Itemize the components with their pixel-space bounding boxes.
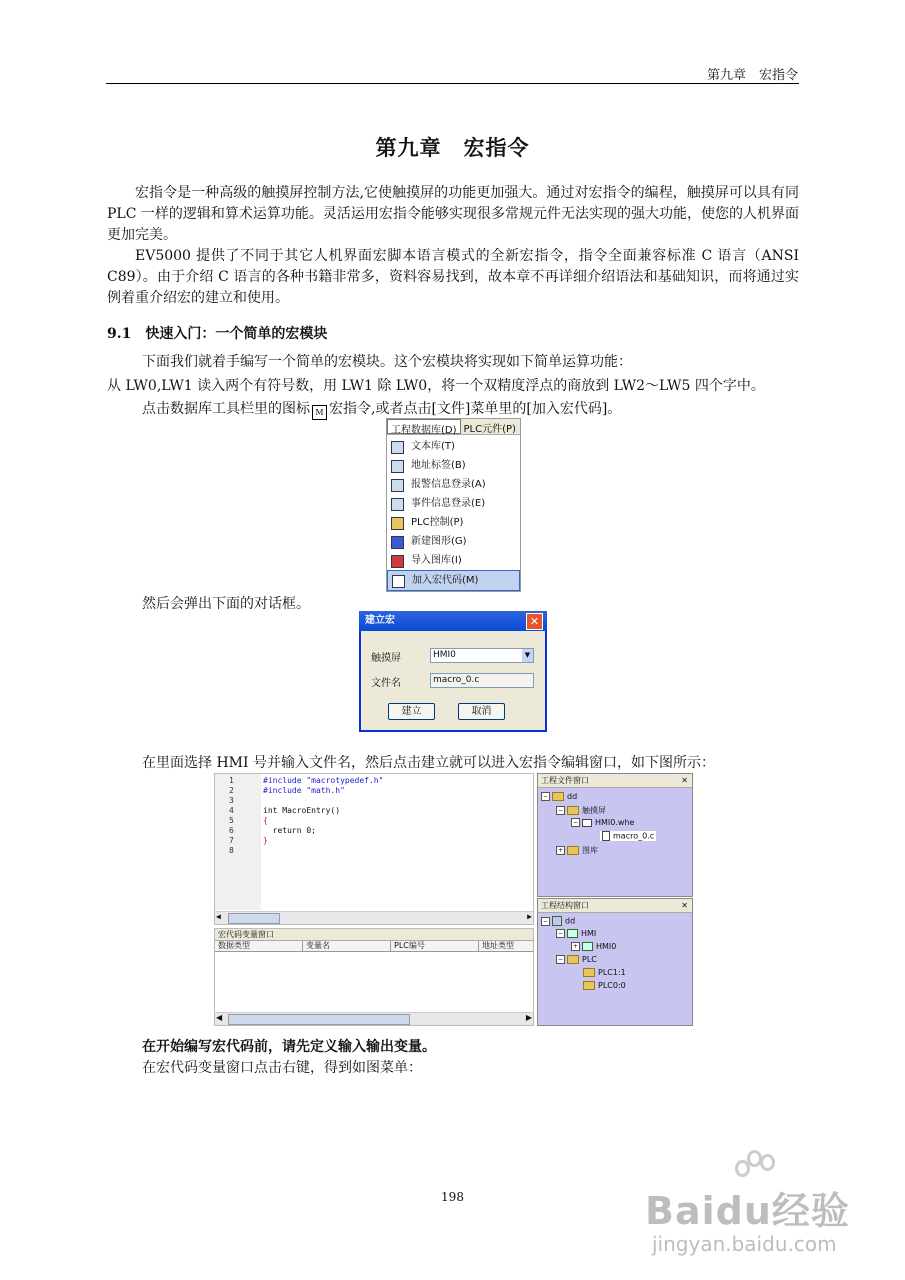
filename-label: 文件名 bbox=[371, 678, 401, 689]
collapse-icon[interactable]: − bbox=[557, 930, 564, 937]
folder-icon bbox=[567, 806, 579, 815]
node-label: HMI bbox=[581, 929, 597, 938]
step-text-3 bbox=[142, 398, 621, 420]
watermark-brand: Baidu经验 bbox=[645, 1189, 850, 1233]
new-graphic-icon bbox=[391, 536, 404, 549]
cancel-button[interactable]: 取消 bbox=[458, 703, 505, 720]
collapse-icon[interactable]: − bbox=[557, 956, 564, 963]
column-address-type[interactable]: 地址类型 bbox=[482, 941, 514, 950]
close-icon[interactable]: ✕ bbox=[681, 901, 688, 910]
menu-item-label: PLC控制(P) bbox=[411, 517, 464, 528]
menu-item-label: 地址标签(B) bbox=[411, 460, 466, 471]
node-label: dd bbox=[567, 792, 578, 801]
folder-icon bbox=[567, 846, 579, 855]
hmi-file-icon bbox=[582, 819, 592, 827]
header-rule bbox=[106, 83, 799, 84]
step-text-1: 下面我们就着手编写一个简单的宏模块。这个宏模块将实现如下简单运算功能： bbox=[142, 354, 632, 370]
intro-paragraph-1: 宏指令是一种高级的触摸屏控制方法,它使触摸屏的功能更加强大。通过对宏指令的编程，触摸屏可以具有同 PLC 一样的逻辑和算术运算功能。灵活运用宏指令能够实现很多常规元件无法实现的强大功能，使您的人机界面更加完美。 bbox=[107, 185, 799, 243]
hmi-select[interactable] bbox=[430, 648, 534, 663]
tree-node-plc0[interactable] bbox=[583, 981, 626, 990]
dialog-title: 建立宏 bbox=[359, 611, 547, 631]
menu-item-label: 加入宏代码(M) bbox=[412, 575, 479, 586]
filename-input[interactable]: macro_0.c bbox=[430, 673, 534, 688]
scroll-thumb[interactable] bbox=[228, 913, 280, 924]
chevron-down-icon[interactable]: ▼ bbox=[522, 649, 533, 662]
watermark-url: jingyan.baidu.com bbox=[652, 1232, 837, 1256]
line-number: 2 bbox=[229, 786, 234, 795]
tree-node-plc1[interactable] bbox=[583, 968, 626, 977]
tree-node-library[interactable] bbox=[556, 845, 598, 856]
tree-node-root[interactable] bbox=[541, 916, 575, 926]
step-text-3a: 点击数据库工具栏里的图标 bbox=[142, 401, 310, 417]
import-library-icon bbox=[391, 555, 404, 568]
column-plc-number[interactable]: PLC编号 bbox=[391, 941, 479, 951]
scroll-right-icon[interactable]: ▶ bbox=[525, 1013, 532, 1022]
menu-item-plc-control[interactable] bbox=[387, 513, 520, 532]
menu-item-import-library[interactable] bbox=[387, 551, 520, 570]
intro-paragraph-2: EV5000 提供了不同于其它人机界面宏脚本语言模式的全新宏指令，指令全面兼容标准 C 语言（ANSI C89）。由于介绍 C 语言的各种书籍非常多，资料容易找到，故本章不再详细介绍语法和基础知识，而将通过实例着重介绍宏的建立和使用。 bbox=[107, 248, 799, 306]
macro-toolbar-icon: M bbox=[312, 405, 327, 420]
macro-icon bbox=[392, 575, 405, 588]
node-label: macro_0.c bbox=[613, 831, 655, 841]
chapter-title: 第九章 宏指令 bbox=[375, 135, 530, 160]
collapse-icon[interactable]: − bbox=[557, 807, 564, 814]
monitor-icon bbox=[567, 929, 578, 938]
menu-item-label: 文本库(T) bbox=[411, 441, 455, 452]
step-text-2: 从 LW0,LW1 读入两个有符号数，用 LW1 除 LW0，将一个双精度浮点的商放到 LW2～LW5 四个字中。 bbox=[107, 378, 765, 394]
scroll-right-icon[interactable]: ▶ bbox=[527, 912, 532, 921]
code-line: { bbox=[263, 816, 268, 825]
baidu-watermark bbox=[640, 1150, 870, 1260]
line-number-gutter bbox=[215, 774, 261, 910]
plc-control-icon bbox=[391, 517, 404, 530]
scroll-left-icon[interactable]: ◀ bbox=[216, 1013, 223, 1022]
line-number: 8 bbox=[229, 846, 234, 855]
macro-variable-pane[interactable] bbox=[214, 928, 534, 1026]
tree-node-hmi-group[interactable] bbox=[556, 929, 596, 938]
text-library-icon bbox=[391, 441, 404, 454]
hmi-label: 触摸屏 bbox=[371, 653, 401, 664]
file-pane-title bbox=[538, 774, 692, 788]
line-number: 4 bbox=[229, 806, 234, 815]
menu-item-text-library[interactable] bbox=[387, 437, 520, 456]
menu-item-label: 事件信息登录(E) bbox=[411, 498, 486, 509]
node-label: HMI0 bbox=[596, 942, 617, 951]
line-number: 1 bbox=[229, 776, 234, 785]
running-header: 第九章 宏指令 bbox=[706, 68, 798, 83]
intro-text bbox=[107, 183, 799, 309]
collapse-icon[interactable]: − bbox=[542, 793, 549, 800]
line-number: 3 bbox=[229, 796, 234, 805]
tree-node-plc-group[interactable] bbox=[556, 955, 597, 964]
menu-plc-elements[interactable]: PLC元件(P) bbox=[463, 424, 516, 435]
code-line: int MacroEntry() bbox=[263, 806, 341, 815]
file-pane-title-text: 工程文件窗口 bbox=[541, 776, 589, 785]
folder-icon bbox=[552, 792, 564, 801]
structure-tree bbox=[538, 913, 692, 1025]
close-icon[interactable]: ✕ bbox=[526, 613, 543, 630]
structure-pane-title-text: 工程结构窗口 bbox=[541, 901, 589, 910]
plc-icon bbox=[583, 981, 595, 990]
step-text-4: 然后会弹出下面的对话框。 bbox=[142, 596, 310, 612]
menu-item-add-macro[interactable] bbox=[387, 570, 520, 591]
expand-icon[interactable]: + bbox=[572, 943, 579, 950]
scroll-left-icon[interactable]: ◀ bbox=[216, 912, 221, 921]
network-icon bbox=[552, 916, 562, 926]
code-line: return 0; bbox=[263, 826, 316, 835]
code-line: #include "math.h" bbox=[263, 786, 345, 795]
code-line bbox=[263, 846, 383, 856]
section-heading: 9.1 快速入门：一个简单的宏模块 bbox=[107, 326, 328, 342]
node-label: PLC1:1 bbox=[598, 968, 626, 977]
project-file-pane bbox=[537, 773, 693, 897]
plc-icon bbox=[583, 968, 595, 977]
alarm-icon bbox=[391, 479, 404, 492]
macro-code-editor[interactable] bbox=[214, 773, 534, 925]
step-text-6: 在开始编写宏代码前，请先定义输入输出变量。 bbox=[142, 1039, 436, 1055]
menu-bar bbox=[387, 419, 520, 435]
tree-node-hmi0[interactable] bbox=[571, 942, 616, 951]
menu-item-label: 报警信息登录(A) bbox=[411, 479, 486, 490]
collapse-icon[interactable]: − bbox=[542, 917, 549, 925]
database-menu bbox=[386, 418, 521, 592]
collapse-icon[interactable]: − bbox=[572, 819, 579, 826]
line-number: 5 bbox=[229, 816, 234, 825]
create-button[interactable]: 建立 bbox=[388, 703, 435, 720]
file-icon bbox=[602, 831, 610, 841]
column-variable-name[interactable]: 变量名 bbox=[303, 941, 391, 951]
file-tree bbox=[538, 788, 692, 896]
menu-project-database[interactable]: 工程数据库(D) bbox=[387, 419, 461, 434]
scroll-thumb[interactable] bbox=[228, 1014, 410, 1025]
tree-node-hmi[interactable] bbox=[556, 805, 606, 816]
line-number: 6 bbox=[229, 826, 234, 835]
tree-node-hmi-file[interactable] bbox=[571, 818, 634, 827]
code-line: } bbox=[263, 836, 268, 845]
menu-item-event-log[interactable] bbox=[387, 494, 520, 513]
menu-item-new-graphic[interactable] bbox=[387, 532, 520, 551]
address-tag-icon bbox=[391, 460, 404, 473]
page-number: 198 bbox=[441, 1190, 464, 1204]
expand-icon[interactable]: + bbox=[557, 847, 564, 854]
tree-node-macro-file[interactable] bbox=[600, 831, 656, 841]
variable-horizontal-scrollbar[interactable] bbox=[215, 1012, 533, 1025]
node-label: HMI0.whe bbox=[595, 818, 635, 827]
menu-item-label: 导入图库(I) bbox=[411, 555, 462, 566]
event-icon bbox=[391, 498, 404, 511]
code-line: #include "macrotypedef.h" bbox=[263, 776, 384, 785]
paw-logo-icon bbox=[735, 1150, 775, 1180]
node-label: PLC0:0 bbox=[598, 981, 626, 990]
hmi-select-value: HMI0 bbox=[433, 650, 456, 660]
line-number: 7 bbox=[229, 836, 234, 845]
node-label: dd bbox=[565, 916, 576, 926]
step-text-7: 在宏代码变量窗口点击右键，得到如图菜单： bbox=[142, 1060, 422, 1076]
variable-table-header bbox=[215, 941, 533, 952]
monitor-icon bbox=[582, 942, 593, 951]
variable-pane-title: 宏代码变量窗口 bbox=[215, 929, 533, 941]
menu-item-label: 新建图形(G) bbox=[411, 536, 467, 547]
menu-item-address-tags[interactable] bbox=[387, 456, 520, 475]
code-area[interactable] bbox=[263, 776, 383, 856]
editor-horizontal-scrollbar[interactable] bbox=[215, 911, 533, 924]
create-macro-dialog bbox=[359, 611, 547, 732]
project-structure-pane bbox=[537, 898, 693, 1026]
structure-pane-title bbox=[538, 899, 692, 913]
step-text-3b: 宏指令,或者点击[文件]菜单里的[加入宏代码]。 bbox=[329, 401, 622, 417]
tree-node-root[interactable] bbox=[541, 792, 577, 801]
close-icon[interactable]: ✕ bbox=[681, 776, 688, 785]
code-line bbox=[263, 796, 383, 806]
menu-item-alarm-log[interactable] bbox=[387, 475, 520, 494]
step-text-5: 在里面选择 HMI 号并输入文件名，然后点击建立就可以进入宏指令编辑窗口，如下图所示： bbox=[142, 755, 715, 771]
node-label: 图库 bbox=[582, 846, 598, 855]
plc-icon bbox=[567, 955, 579, 964]
column-data-type[interactable]: 数据类型 bbox=[215, 941, 303, 951]
node-label: PLC bbox=[582, 955, 597, 964]
node-label: 触摸屏 bbox=[582, 806, 606, 815]
